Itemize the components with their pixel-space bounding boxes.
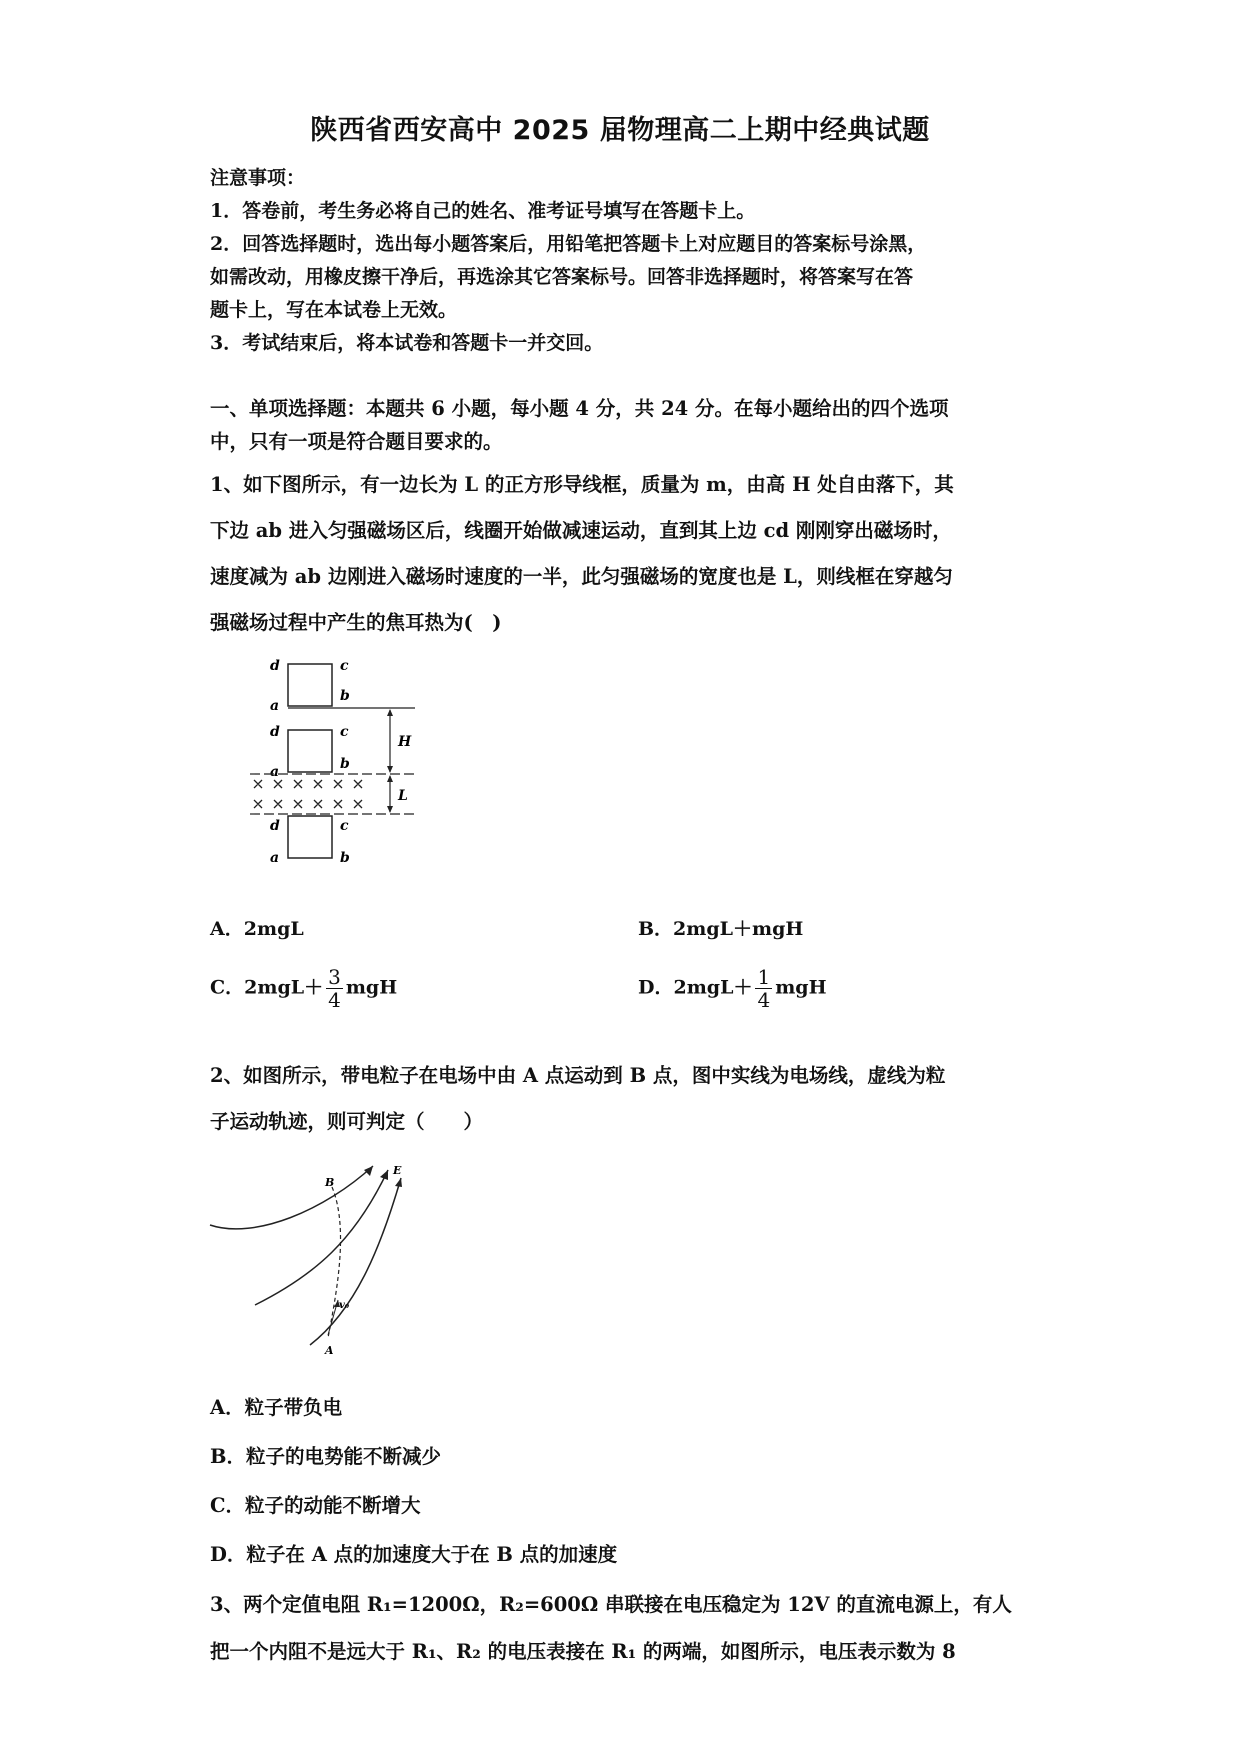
q2-figure xyxy=(205,1160,425,1360)
q1-option-d: D．2mgL＋ $\frac{1}{4}$ mgH xyxy=(638,965,827,1012)
svg-text:d: d xyxy=(270,818,280,834)
notice-item: 题卡上，写在本试卷上无效。 xyxy=(210,299,458,321)
label-A: A xyxy=(325,1344,334,1357)
q2-option-a: A．粒子带负电 xyxy=(210,1396,343,1419)
label-c: c xyxy=(340,658,349,674)
label-H: H xyxy=(398,734,412,750)
q1-option-a: A．2mgL xyxy=(210,918,304,940)
q2-option-c: C．粒子的动能不断增大 xyxy=(210,1494,421,1517)
q1-text: 强磁场过程中产生的焦耳热为( ) xyxy=(210,611,502,634)
svg-text:b: b xyxy=(340,756,350,772)
section-heading-cont: 中，只有一项是符合题目要求的。 xyxy=(210,430,503,453)
q2-text: 子运动轨迹，则可判定（ ） xyxy=(210,1110,484,1133)
svg-text:d: d xyxy=(270,724,280,740)
notice-heading: 注意事项： xyxy=(210,167,306,189)
label-a: a xyxy=(270,698,280,714)
section-heading: 一、单项选择题：本题共 6 小题，每小题 4 分，共 24 分。在每小题给出的四个选项 xyxy=(210,397,949,420)
svg-text:c: c xyxy=(340,818,349,834)
label-L: L xyxy=(398,788,408,804)
notice-item: 如需改动，用橡皮擦干净后，再选涂其它答案标号。回答非选择题时，将答案写在答 xyxy=(210,266,914,288)
q3-text: 把一个内阻不是远大于 R₁、R₂ 的电压表接在 R₁ 的两端，如图所示，电压表示数为 8 xyxy=(210,1640,956,1663)
q3-text: 3、两个定值电阻 R₁=1200Ω，R₂=600Ω 串联接在电压稳定为 12V 的直流电源上，有人 xyxy=(210,1593,1012,1616)
label-b: b xyxy=(340,688,350,704)
q1-figure xyxy=(240,650,420,890)
q1-text: 1、如下图所示，有一边长为 L 的正方形导线框，质量为 m，由高 H 处自由落下，其 xyxy=(210,473,954,496)
svg-text:b: b xyxy=(340,850,350,866)
q1-option-c: C．2mgL＋ $\frac{3}{4}$ mgH xyxy=(210,965,398,1012)
label-B: B xyxy=(325,1176,335,1189)
q1-text: 下边 ab 进入匀强磁场区后，线圈开始做减速运动，直到其上边 cd 刚刚穿出磁场时， xyxy=(210,519,952,542)
q1-text: 速度减为 ab 边刚进入磁场时速度的一半，此匀强磁场的宽度也是 L，则线框在穿越匀 xyxy=(210,565,953,588)
q2-option-d: D．粒子在 A 点的加速度大于在 B 点的加速度 xyxy=(210,1543,618,1566)
svg-text:a: a xyxy=(270,850,280,866)
q1-option-b: B．2mgL＋mgH xyxy=(638,918,804,940)
notice-item: 2．回答选择题时，选出每小题答案后，用铅笔把答题卡上对应题目的答案标号涂黑， xyxy=(210,233,927,255)
label-d: d xyxy=(270,658,280,674)
label-v0: v₀ xyxy=(339,1300,350,1311)
svg-text:a: a xyxy=(270,764,280,780)
notice-item: 3．考试结束后，将本试卷和答题卡一并交回。 xyxy=(210,332,604,354)
page-title: 陕西省西安高中 2025 届物理高二上期中经典试题 xyxy=(310,115,930,146)
notice-item: 1．答卷前，考生务必将自己的姓名、准考证号填写在答题卡上。 xyxy=(210,200,756,222)
q2-text: 2、如图所示，带电粒子在电场中由 A 点运动到 B 点，图中实线为电场线，虚线为粒 xyxy=(210,1064,946,1087)
q2-option-b: B．粒子的电势能不断减少 xyxy=(210,1445,441,1468)
label-E: E xyxy=(393,1164,402,1177)
svg-text:c: c xyxy=(340,724,349,740)
